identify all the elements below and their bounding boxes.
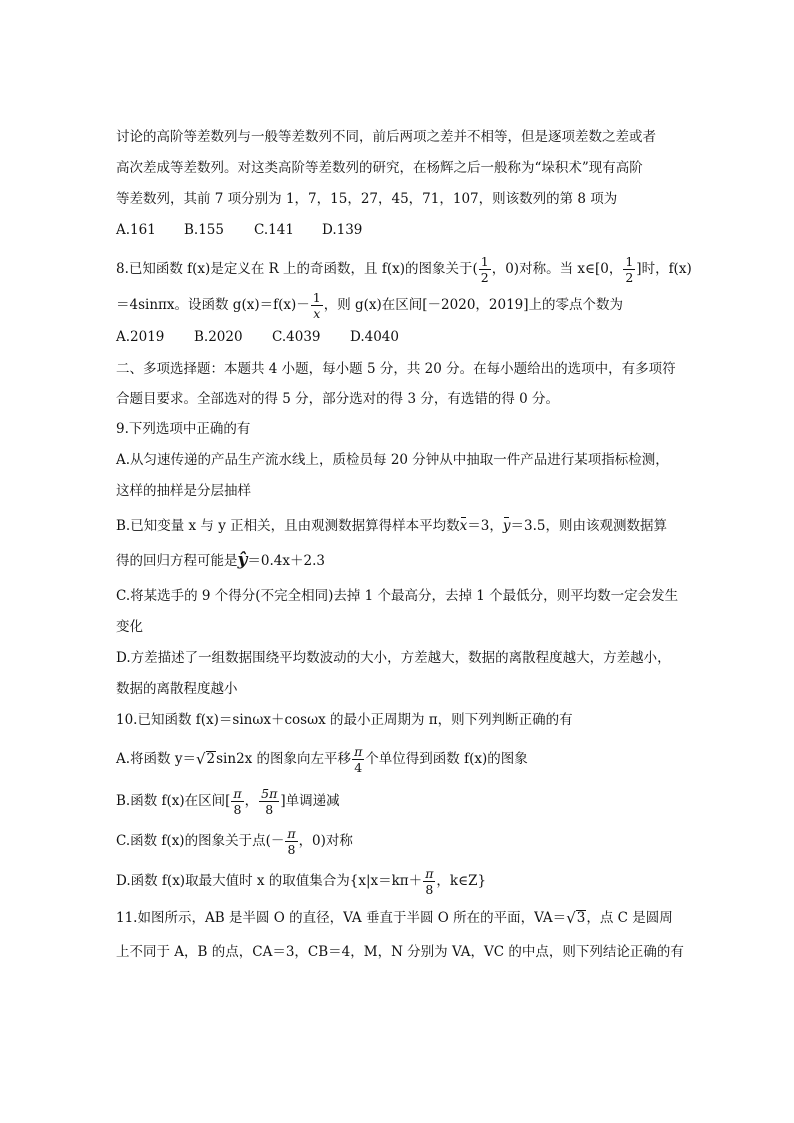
q9-option-b-line-2: 得的回归方程可能是ŷ＝0.4x＋2.3 bbox=[116, 550, 325, 570]
q11-line-2: 上不同于 A，B 的点，CA＝3，CB＝4，M，N 分别为 VA，VC 的中点，则下列结论正确的有 bbox=[116, 944, 684, 960]
q10-stem: 10.已知函数 f(x)＝sinωx＋cosωx 的最小正周期为 π，则下列判断正确的有 bbox=[116, 712, 573, 728]
sqrt-3: √ 3 bbox=[566, 909, 586, 927]
q8-option-a: A.2019 bbox=[116, 329, 165, 345]
q9-option-b-line-1: B.已知变量 x 与 y 正相关，且由观测数据算得样本平均数x＝3，y＝3.5，则由该观测数据算 bbox=[116, 518, 667, 534]
fraction-5pi-over-8: $\frac{5\pi}{8}$ bbox=[261, 786, 278, 817]
q8-text-1: 8.已知函数 f(x)是定义在 R 上的奇函数，且 f(x)的图象关于( bbox=[116, 261, 478, 277]
q7-option-c: C.141 bbox=[254, 222, 294, 238]
intro-line-2: 高次差成等差数列。对这类高阶等差数列的研究，在杨辉之后一般称为“垛积术”现有高阶 bbox=[116, 160, 643, 176]
fraction-one-over-x: $\frac{1}{x}$ bbox=[312, 290, 321, 321]
x-bar-symbol: x bbox=[459, 518, 468, 534]
q9-option-d-line-1: D.方差描述了一组数据围绕平均数波动的大小，方差越大，数据的离散程度越大，方差越小， bbox=[116, 650, 671, 666]
q7-option-b: B.155 bbox=[184, 222, 224, 238]
fraction-pi-over-8: $\frac{\pi}{8}$ bbox=[233, 786, 242, 817]
q8-option-c: C.4039 bbox=[272, 329, 321, 345]
q8-text-2: ，0)对称。当 x∈[0， bbox=[491, 261, 623, 277]
q9-option-c-line-2: 变化 bbox=[116, 619, 143, 635]
q10-option-d: D.函数 f(x)取最大值时 x 的取值集合为{x|x＝kπ＋ $\frac{\pi}{8}$ ，k∈Z} bbox=[116, 866, 487, 897]
section2-line-2: 合题目要求。全部选对的得 5 分，部分选对的得 3 分，有选错的得 0 分。 bbox=[116, 391, 560, 407]
fraction-pi-over-4: $\frac{\pi}{4}$ bbox=[354, 744, 363, 775]
intro-line-1: 讨论的高阶等差数列与一般等差数列不同，前后两项之差并不相等，但是逐项差数之差或者 bbox=[116, 129, 656, 145]
q8-line-2 bbox=[116, 290, 686, 321]
fraction-half-2: $\frac{1}{2}$ bbox=[625, 254, 634, 285]
q10-option-c: C.函数 f(x)的图象关于点(－ $\frac{\pi}{8}$ ，0)对称 bbox=[116, 826, 353, 857]
q8-text-3: ]时，f(x) bbox=[636, 261, 692, 277]
q7-options bbox=[116, 220, 686, 240]
intro-line-3: 等差数列，其前 7 项分别为 1，7，15，27，45，71，107，则该数列的第 8 项为 bbox=[116, 191, 618, 207]
q8-text-5: ，则 g(x)在区间[－2020，2019]上的零点个数为 bbox=[323, 297, 624, 313]
q10-option-a: A.将函数 y＝ √ 2 sin2x 的图象向左平移 $\frac{\pi}{4}$ 个单位得到函数 f(x)的图象 bbox=[116, 744, 528, 775]
q9-option-a-line-2: 这样的抽样是分层抽样 bbox=[116, 483, 251, 499]
y-bar-symbol: y bbox=[502, 518, 511, 534]
fraction-pi-over-8-d: $\frac{\pi}{8}$ bbox=[425, 866, 434, 897]
q8-option-d: D.4040 bbox=[350, 329, 399, 345]
q9-stem: 9.下列选项中正确的有 bbox=[116, 421, 251, 437]
q8-line-1 bbox=[116, 254, 692, 285]
q9-option-a-line-1: A.从匀速传递的产品生产流水线上，质检员每 20 分钟从中抽取一件产品进行某项指标检测， bbox=[116, 452, 669, 468]
q7-option-d: D.139 bbox=[322, 222, 363, 238]
y-hat-symbol: ŷ bbox=[237, 550, 248, 570]
section2-line-1: 二、多项选择题：本题共 4 小题，每小题 5 分，共 20 分。在每小题给出的选项中，有多项符 bbox=[116, 361, 676, 377]
q8-option-b: B.2020 bbox=[194, 329, 243, 345]
q7-option-a: A.161 bbox=[116, 222, 156, 238]
q9-option-d-line-2: 数据的离散程度越小 bbox=[116, 681, 238, 697]
q9-option-c-line-1: C.将某选手的 9 个得分(不完全相同)去掉 1 个最高分，去掉 1 个最低分，则平均数一定会发生 bbox=[116, 588, 679, 604]
q8-options bbox=[116, 327, 686, 347]
fraction-pi-over-8-c: $\frac{\pi}{8}$ bbox=[287, 826, 296, 857]
q10-option-b: B.函数 f(x)在区间[ $\frac{\pi}{8}$ ， $\frac{5\pi}{8}$ ]单调递减 bbox=[116, 786, 340, 817]
q8-text-4: ＝4sinπx。设函数 g(x)＝f(x)－ bbox=[116, 297, 310, 313]
q11-line-1: 11.如图所示，AB 是半圆 O 的直径，VA 垂直于半圆 O 所在的平面，VA＝ √ 3 ，点 C 是圆周 bbox=[116, 909, 673, 927]
fraction-half-1: $\frac{1}{2}$ bbox=[480, 254, 489, 285]
sqrt-2: √ 2 bbox=[195, 750, 216, 768]
